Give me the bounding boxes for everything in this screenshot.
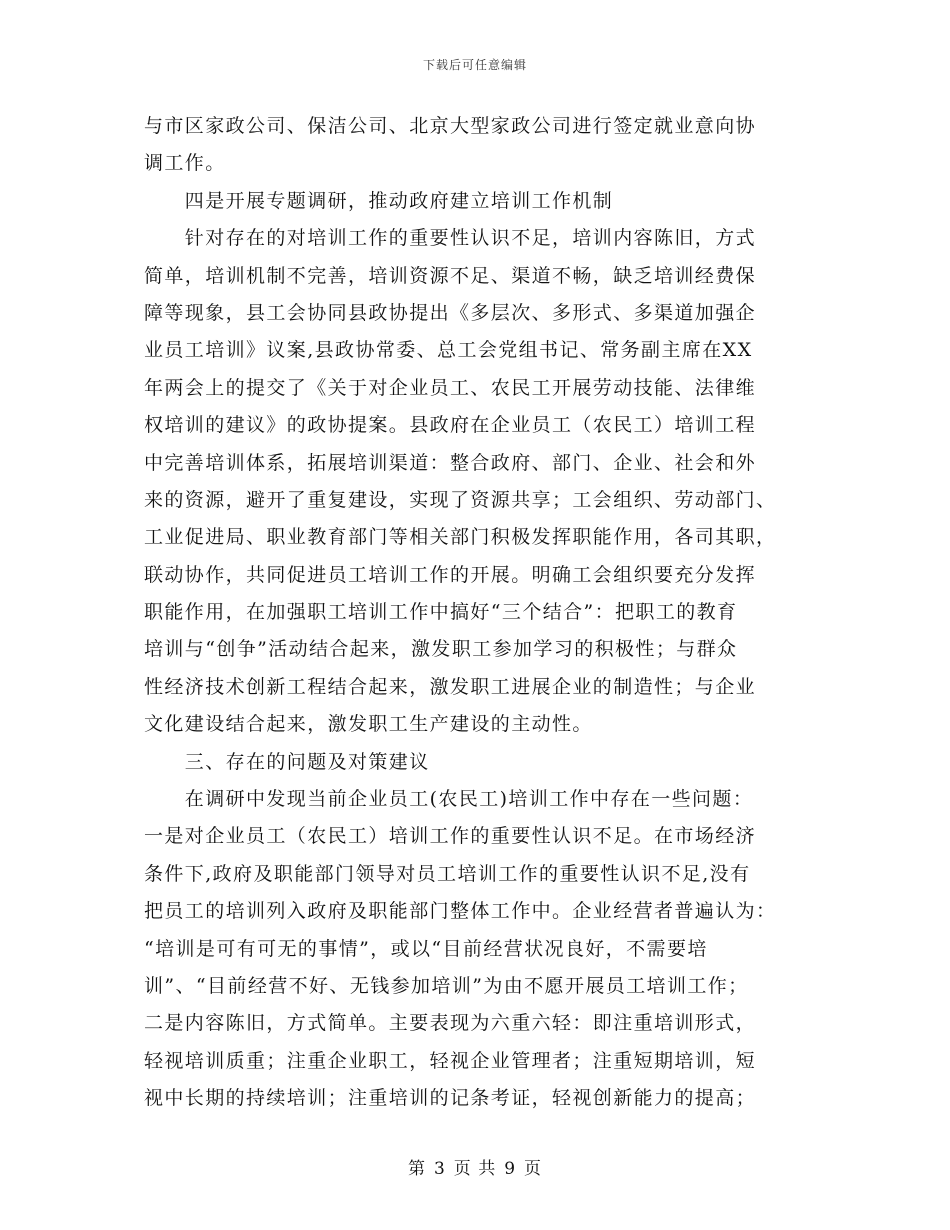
body-line: 把员工的培训列入政府及职能部门整体工作中。企业经营者普遍认为： [144,900,777,923]
body-line: 障等现象，县工会协同县政协提出《多层次、多形式、多渠道加强企 [144,301,757,324]
page-total-number: 9 [504,1159,517,1179]
body-line: 四是开展专题调研，推动政府建立培训工作机制 [144,189,614,212]
page-middle: 页 共 [453,1159,497,1179]
header-note: 下载后可任意编辑 [422,58,527,72]
body-line: 年两会上的提交了《关于对企业员工、农民工开展劳动技能、法律维 [144,376,757,399]
body-line: 调工作。 [144,152,226,175]
document-body [144,108,812,1118]
body-line: 条件下,政府及职能部门领导对员工培训工作的重要性认识不足,没有 [144,862,751,885]
body-line: 联动协作，共同促进员工培训工作的开展。明确工会组织要充分发挥 [144,563,757,586]
body-line: 业员工培训》议案,县政协常委、总工会党组书记、常务副主席在XX [144,339,753,362]
body-line: 培训与“创争”活动结合起来，激发职工参加学习的积极性；与群众 [144,638,738,661]
body-line: 来的资源，避开了重复建设，实现了资源共享；工会组织、劳动部门、 [144,488,777,511]
body-line: 在调研中发现当前企业员工(农民工)培训工作中存在一些问题： [144,788,754,811]
body-line: 与市区家政公司、保洁公司、北京大型家政公司进行签定就业意向协 [144,115,757,137]
body-line: 中完善培训体系，拓展培训渠道：整合政府、部门、企业、社会和外 [144,451,757,474]
page-suffix: 页 [524,1159,543,1179]
body-line: 二是内容陈旧，方式简单。主要表现为六重六轻：即注重培训形式， [144,1012,757,1035]
section-heading: 三、存在的问题及对策建议 [144,750,430,773]
body-line: 视中长期的持续培训；注重培训的记条考证，轻视创新能力的提高； [144,1087,757,1110]
page-prefix: 第 [407,1159,426,1179]
body-line: “培训是可有可无的事情”，或以“目前经营状况良好，不需要培 [144,937,708,960]
body-line: 文化建设结合起来，激发职工生产建设的主动性。 [144,713,593,736]
body-line: 性经济技术创新工程结合起来，激发职工进展企业的制造性；与企业 [144,675,757,698]
body-line: 工业促进局、职业教育部门等相关部门积极发挥职能作用，各司其职， [144,526,777,549]
body-line: 职能作用，在加强职工培训工作中搞好“三个结合”：把职工的教育 [144,601,738,624]
body-line: 训”、“目前经营不好、无钱参加培训”为由不愿开展员工培训工作； [144,974,749,997]
body-line: 简单，培训机制不完善，培训资源不足、渠道不畅，缺乏培训经费保 [144,264,757,287]
body-line: 针对存在的对培训工作的重要性认识不足，培训内容陈旧，方式 [144,227,757,250]
page-current-number: 3 [433,1159,446,1179]
body-line: 一是对企业员工（农民工）培训工作的重要性认识不足。在市场经济 [144,825,757,848]
body-line: 轻视培训质重；注重企业职工，轻视企业管理者；注重短期培训，短 [144,1049,757,1072]
page-footer [0,1154,950,1179]
body-line: 权培训的建议》的政协提案。县政府在企业员工（农民工）培训工程 [144,414,757,437]
